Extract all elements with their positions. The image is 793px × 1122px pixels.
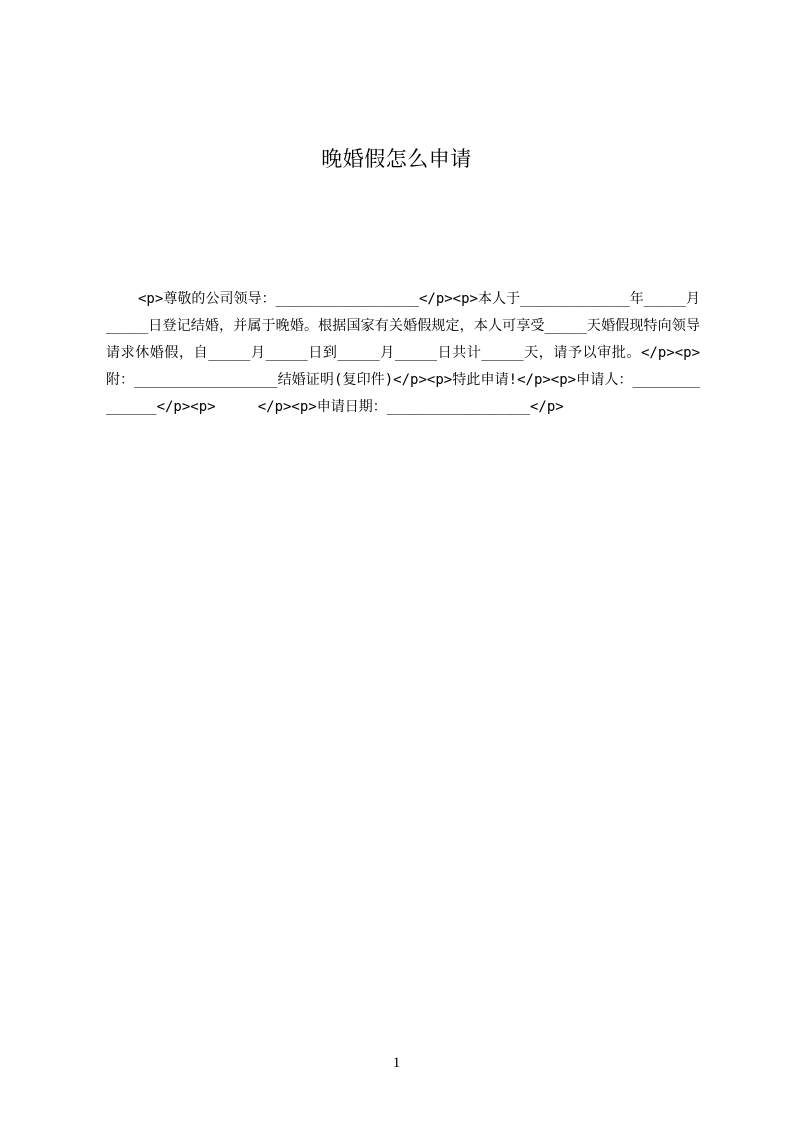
document-title: 晚婚假怎么申请 bbox=[321, 147, 472, 171]
document-body-text: <p>尊敬的公司领导：_________________</p><p>本人于_____________年_____月_____日登记结婚，并属于晚婚。根据国家有关婚假规定，本人可享受_____天婚假现特向领导请求休婚假，自_____月_____日到_____月_____日共计_____天，请予以审批。</p><p>附：_________________结婚证明(复印件)</p><p>特此申请!</p><p>申请人：______________</p><p> </p><p>申请日期：_________________</p> bbox=[106, 291, 700, 415]
page-number: 1 bbox=[392, 1055, 401, 1071]
